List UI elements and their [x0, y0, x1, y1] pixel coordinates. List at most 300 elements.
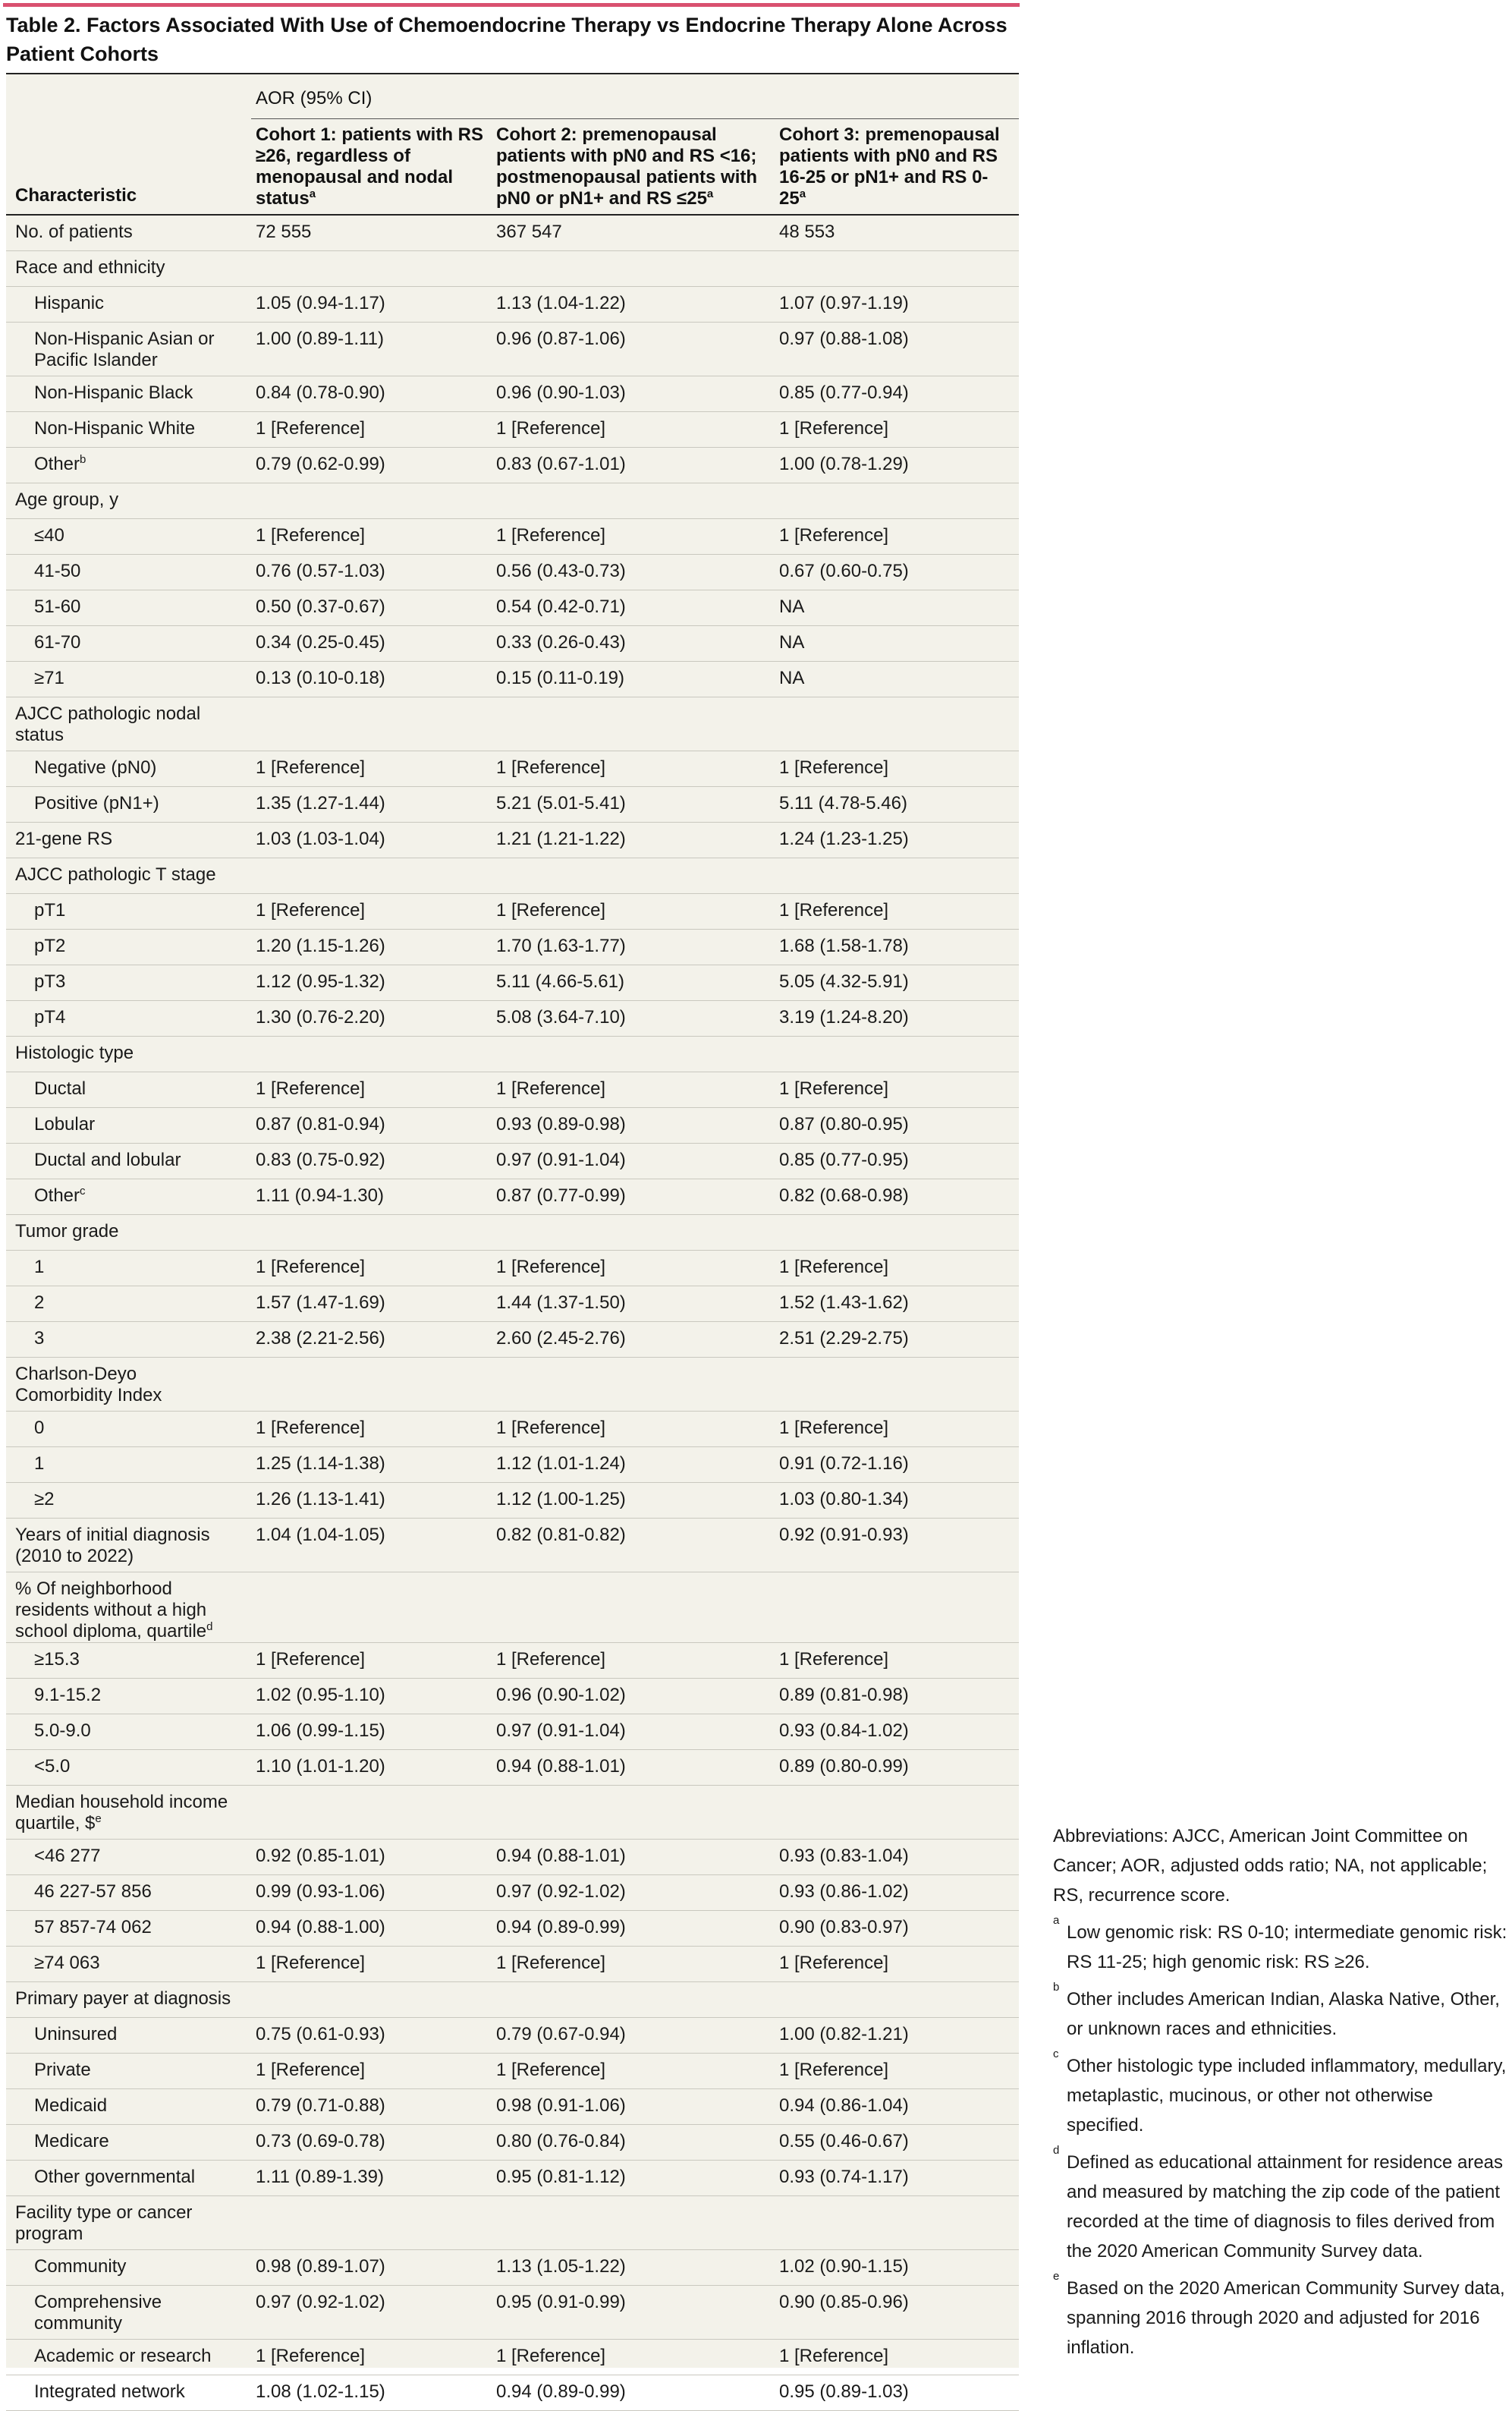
row-label-text: Non-Hispanic White — [34, 418, 196, 439]
row-label-text: AJCC pathologic T stage — [15, 864, 216, 885]
cohort3-value: 0.89 (0.80-0.99) — [779, 1756, 909, 1777]
row-label-text: Race and ethnicity — [15, 257, 165, 278]
row-label-text: pT1 — [34, 900, 66, 921]
table-row — [6, 1072, 1019, 1108]
row-label — [15, 257, 235, 279]
cohort1-value: 1 [Reference] — [256, 418, 366, 439]
cohort3-value: 0.89 (0.81-0.98) — [779, 1685, 909, 1705]
row-label — [15, 489, 235, 511]
cohort3-value: 0.94 (0.86-1.04) — [779, 2095, 909, 2116]
cohort1-value: 0.87 (0.81-0.94) — [256, 1114, 385, 1135]
row-label-text: Medicare — [34, 2131, 109, 2151]
table-row — [6, 1037, 1019, 1072]
footnote — [1053, 1914, 1508, 1977]
cohort1-value: 1.57 (1.47-1.69) — [256, 1292, 385, 1313]
cohort3-value: 2.51 (2.29-2.75) — [779, 1328, 909, 1349]
cohort2-value: 1.12 (1.01-1.24) — [496, 1453, 626, 1474]
footnote — [1053, 2047, 1508, 2140]
footnote — [1053, 1981, 1508, 2044]
cohort1-value: 0.50 (0.37-0.67) — [256, 596, 385, 617]
row-label — [34, 2131, 235, 2152]
aor-header-rule — [251, 118, 1019, 119]
table-notes — [1053, 1821, 1508, 2370]
table-row — [6, 626, 1019, 662]
table-row — [6, 2196, 1019, 2250]
cohort1-value: 2.38 (2.21-2.56) — [256, 1328, 385, 1349]
row-label-text: Non-Hispanic Asian or Pacific Islander — [34, 329, 215, 370]
cohort1-value: 1 [Reference] — [256, 1257, 366, 1277]
cohort3-value: 1.52 (1.43-1.62) — [779, 1292, 909, 1313]
cohort1-value: 1.25 (1.14-1.38) — [256, 1453, 385, 1474]
cohort2-value: 0.95 (0.91-0.99) — [496, 2292, 626, 2312]
footnotes-list — [1053, 1914, 1508, 2362]
row-label-text: ≥2 — [34, 1489, 55, 1509]
row-label-text: Primary payer at diagnosis — [15, 1988, 231, 2009]
row-label-text: <5.0 — [34, 1756, 71, 1777]
table-row — [6, 448, 1019, 483]
footnote-mark: c — [1053, 2047, 1059, 2060]
cohort3-header — [779, 124, 1011, 209]
cohort1-value: 0.99 (0.93-1.06) — [256, 1881, 385, 1902]
row-label-text: % Of neighborhood residents without a high school diploma, quartile — [15, 1578, 207, 1641]
table-row — [6, 2340, 1019, 2375]
data-table — [6, 73, 1019, 2402]
row-label-text: Tumor grade — [15, 1221, 119, 1242]
cohort2-value: 1 [Reference] — [496, 2060, 606, 2080]
table-row — [6, 1982, 1019, 2018]
cohort2-value: 1 [Reference] — [496, 757, 606, 778]
row-label — [34, 1292, 235, 1314]
table-row — [6, 1911, 1019, 1947]
row-label — [34, 1846, 235, 1867]
cohort3-value: 1 [Reference] — [779, 1953, 889, 1973]
table-row — [6, 323, 1019, 376]
row-label-text: Ductal — [34, 1078, 86, 1099]
table-row — [6, 1840, 1019, 1875]
cohort1-value: 1.11 (0.94-1.30) — [256, 1185, 384, 1206]
row-label-text: 3 — [34, 1328, 45, 1349]
table-row — [6, 287, 1019, 323]
cohort3-value: 1 [Reference] — [779, 757, 889, 778]
row-label — [34, 1078, 235, 1100]
cohort1-value: 0.13 (0.10-0.18) — [256, 668, 385, 688]
cohort3-value: 0.55 (0.46-0.67) — [779, 2131, 909, 2151]
cohort2-value: 0.95 (0.81-1.12) — [496, 2167, 626, 2187]
cohort3-value: 0.93 (0.83-1.04) — [779, 1846, 909, 1866]
cohort3-value: 1 [Reference] — [779, 1418, 889, 1438]
cohort1-value: 1.12 (0.95-1.32) — [256, 971, 385, 992]
cohort2-value: 0.96 (0.90-1.02) — [496, 1685, 626, 1705]
cohort1-value: 1.10 (1.01-1.20) — [256, 1756, 385, 1777]
footnote-text: Based on the 2020 American Community Survey data, spanning 2016 through 2020 and adjusted for 2016 inflation. — [1067, 2278, 1505, 2358]
table-row — [6, 1412, 1019, 1447]
cohort3-value: 1 [Reference] — [779, 1649, 889, 1670]
row-label — [15, 1578, 235, 1642]
footnote-mark: e — [1053, 2270, 1060, 2283]
cohort1-value: 0.94 (0.88-1.00) — [256, 1917, 385, 1937]
row-label — [34, 2256, 235, 2277]
table-row — [6, 1572, 1019, 1643]
cohort3-value: 0.93 (0.84-1.02) — [779, 1720, 909, 1741]
footnote-text: Other histologic type included inflammatory, medullary, metaplastic, mucinous, or other not otherwise specified. — [1067, 2056, 1507, 2136]
table-title: Table 2. Factors Associated With Use of Chemoendocrine Therapy vs Endocrine Therapy Alone Across Patient Cohorts — [6, 14, 1007, 65]
cohort1-value: 0.98 (0.89-1.07) — [256, 2256, 385, 2277]
cohort1-value: 1 [Reference] — [256, 757, 366, 778]
table-body — [6, 216, 1019, 2411]
footnote — [1053, 2144, 1508, 2266]
table-row — [6, 1215, 1019, 1251]
row-label-text: <46 277 — [34, 1846, 101, 1866]
cohort2-value: 5.08 (3.64-7.10) — [496, 1007, 626, 1028]
cohort1-value: 1 [Reference] — [256, 525, 366, 546]
cohort3-value: 48 553 — [779, 222, 835, 242]
cohort3-value: 1 [Reference] — [779, 900, 889, 921]
row-label-text: 46 227-57 856 — [34, 1881, 152, 1902]
row-label-text: 9.1-15.2 — [34, 1685, 102, 1705]
cohort1-value: 1.20 (1.15-1.26) — [256, 936, 385, 956]
cohort1-value: 0.34 (0.25-0.45) — [256, 632, 385, 653]
row-label — [15, 1988, 235, 2010]
row-label-text: Median household income quartile, $ — [15, 1792, 228, 1833]
cohort3-value: 0.82 (0.68-0.98) — [779, 1185, 909, 1206]
table-row — [6, 1179, 1019, 1215]
row-label — [34, 1953, 235, 1974]
cohort1-value: 1.05 (0.94-1.17) — [256, 293, 385, 313]
table-row — [6, 2089, 1019, 2125]
cohort3-value: 0.87 (0.80-0.95) — [779, 1114, 909, 1135]
row-label — [15, 222, 235, 243]
cohort2-value: 1 [Reference] — [496, 525, 606, 546]
cohort3-header-text: Cohort 3: premenopausal patients with pN0 and RS 16-25 or pN1+ and RS 0-25 — [779, 124, 1000, 209]
cohort2-value: 0.82 (0.81-0.82) — [496, 1525, 626, 1545]
row-label — [15, 703, 235, 746]
cohort1-value: 1 [Reference] — [256, 1649, 366, 1670]
cohort1-value: 1 [Reference] — [256, 2060, 366, 2080]
row-label — [15, 864, 235, 886]
cohort2-value: 0.87 (0.77-0.99) — [496, 1185, 626, 1206]
row-label — [34, 2060, 235, 2081]
row-label-text: Non-Hispanic Black — [34, 382, 193, 403]
cohort1-value: 1 [Reference] — [256, 1953, 366, 1973]
cohort3-value: 0.90 (0.85-0.96) — [779, 2292, 909, 2312]
cohort1-value: 1.00 (0.89-1.11) — [256, 329, 384, 349]
cohort2-value: 0.94 (0.89-0.99) — [496, 2381, 626, 2402]
table-row — [6, 1750, 1019, 1786]
cohort3-value: 1 [Reference] — [779, 1078, 889, 1099]
table-row — [6, 1786, 1019, 1840]
row-label — [34, 2381, 235, 2403]
row-label — [34, 1257, 235, 1278]
table-row — [6, 1875, 1019, 1911]
cohort2-value: 0.80 (0.76-0.84) — [496, 2131, 626, 2151]
table-row — [6, 555, 1019, 590]
cohort3-value: 0.85 (0.77-0.94) — [779, 382, 909, 403]
footnote-text: Other includes American Indian, Alaska Native, Other, or unknown races and ethnicities. — [1067, 1989, 1500, 2039]
row-label — [34, 2292, 235, 2334]
cohort3-value: 1 [Reference] — [779, 418, 889, 439]
title-accent-bar — [3, 3, 1020, 7]
cohort3-value: 0.92 (0.91-0.93) — [779, 1525, 909, 1545]
row-label-text: pT2 — [34, 936, 66, 956]
row-label-text: ≥15.3 — [34, 1649, 80, 1670]
table-row — [6, 1643, 1019, 1679]
row-label — [34, 1453, 235, 1475]
row-label — [34, 900, 235, 921]
cohort1-footnote-mark: a — [309, 187, 316, 200]
table-row — [6, 823, 1019, 858]
row-label-text: 1 — [34, 1257, 45, 1277]
table-row — [6, 1358, 1019, 1412]
table-row — [6, 2375, 1019, 2411]
row-label — [34, 2095, 235, 2117]
row-label — [34, 1756, 235, 1777]
row-label — [34, 1185, 235, 1207]
cohort3-value: 0.91 (0.72-1.16) — [779, 1453, 909, 1474]
abbreviations-note: Abbreviations: AJCC, American Joint Committee on Cancer; AOR, adjusted odds ratio; NA, not applicable; RS, recurrence score. — [1053, 1826, 1488, 1906]
row-label-text: Ductal and lobular — [34, 1150, 181, 1170]
cohort3-value: 0.93 (0.74-1.17) — [779, 2167, 909, 2187]
row-label — [34, 1649, 235, 1670]
cohort2-value: 0.98 (0.91-1.06) — [496, 2095, 626, 2116]
row-label — [34, 1489, 235, 1510]
cohort2-value: 0.96 (0.90-1.03) — [496, 382, 626, 403]
cohort2-value: 0.94 (0.88-1.01) — [496, 1846, 626, 1866]
cohort2-value: 1 [Reference] — [496, 2346, 606, 2366]
footnote-mark: d — [206, 1620, 213, 1633]
cohort2-value: 1.13 (1.05-1.22) — [496, 2256, 626, 2277]
cohort3-value: NA — [779, 596, 805, 617]
row-label — [34, 757, 235, 779]
table-row — [6, 376, 1019, 412]
cohort3-value: 1.02 (0.90-1.15) — [779, 2256, 909, 2277]
row-label-text: Positive (pN1+) — [34, 793, 159, 814]
cohort1-header-text: Cohort 1: patients with RS ≥26, regardless of menopausal and nodal status — [256, 124, 483, 209]
row-label — [34, 1720, 235, 1742]
cohort2-value: 5.21 (5.01-5.41) — [496, 793, 626, 814]
cohort1-value: 72 555 — [256, 222, 312, 242]
row-label-text: pT3 — [34, 971, 66, 992]
footnote-text: Defined as educational attainment for residence areas and measured by matching the zip code of the patient recorded at the time of diagnosis to files derived from the 2020 American Community Survey data. — [1067, 2152, 1504, 2261]
cohort1-value: 1.26 (1.13-1.41) — [256, 1489, 385, 1509]
footnote-mark: c — [80, 1185, 86, 1198]
cohort2-value: 0.54 (0.42-0.71) — [496, 596, 626, 617]
cohort1-value: 0.73 (0.69-0.78) — [256, 2131, 385, 2151]
row-label-text: pT4 — [34, 1007, 66, 1028]
row-label — [34, 329, 235, 371]
cohort2-value: 0.97 (0.91-1.04) — [496, 1720, 626, 1741]
table-row — [6, 1714, 1019, 1750]
cohort2-value: 1 [Reference] — [496, 418, 606, 439]
cohort1-value: 1.02 (0.95-1.10) — [256, 1685, 385, 1705]
table-row — [6, 930, 1019, 965]
row-label — [15, 829, 235, 850]
row-label — [34, 1917, 235, 1938]
cohort3-value: 5.11 (4.78-5.46) — [779, 793, 907, 814]
cohort1-value: 0.97 (0.92-1.02) — [256, 2292, 385, 2312]
table-row — [6, 1251, 1019, 1286]
footnote-mark: b — [80, 453, 86, 466]
cohort1-header — [256, 124, 487, 209]
cohort2-value: 0.79 (0.67-0.94) — [496, 2024, 626, 2044]
row-label-text: Medicaid — [34, 2095, 108, 2116]
row-label — [34, 1418, 235, 1439]
table-row — [6, 216, 1019, 251]
cohort2-value: 1.13 (1.04-1.22) — [496, 293, 626, 313]
table-row — [6, 2018, 1019, 2054]
row-label-text: 1 — [34, 1453, 45, 1474]
table-row — [6, 2286, 1019, 2340]
row-label — [15, 1525, 235, 1567]
row-label — [34, 793, 235, 814]
row-label — [15, 1364, 235, 1406]
table-row — [6, 1947, 1019, 1982]
table-row — [6, 787, 1019, 823]
cohort1-value: 0.84 (0.78-0.90) — [256, 382, 385, 403]
table-row — [6, 483, 1019, 519]
table-row — [6, 965, 1019, 1001]
row-label — [34, 2346, 235, 2367]
cohort1-value: 1.06 (0.99-1.15) — [256, 1720, 385, 1741]
row-label-text: ≤40 — [34, 525, 64, 546]
cohort3-value: 1.00 (0.82-1.21) — [779, 2024, 909, 2044]
row-label — [34, 1007, 235, 1028]
row-label-text: Community — [34, 2256, 127, 2277]
row-label-text: 57 857-74 062 — [34, 1917, 152, 1937]
table-row — [6, 1679, 1019, 1714]
row-label-text: Negative (pN0) — [34, 757, 157, 778]
table-row — [6, 1483, 1019, 1519]
row-label — [34, 1328, 235, 1349]
cohort2-value: 367 547 — [496, 222, 562, 242]
cohort2-value: 1 [Reference] — [496, 1078, 606, 1099]
aor-header: AOR (95% CI) — [256, 88, 372, 109]
cohort2-value: 1.12 (1.00-1.25) — [496, 1489, 626, 1509]
cohort3-value: 1 [Reference] — [779, 525, 889, 546]
row-label — [34, 293, 235, 314]
row-label-text: 2 — [34, 1292, 45, 1313]
cohort2-value: 0.15 (0.11-0.19) — [496, 668, 624, 688]
table-row — [6, 894, 1019, 930]
table-row — [6, 1447, 1019, 1483]
cohort3-value: 1.00 (0.78-1.29) — [779, 454, 909, 474]
cohort2-header-text: Cohort 2: premenopausal patients with pN0 and RS <16; postmenopausal patients with pN0 or pN1+ and RS ≤25 — [496, 124, 758, 209]
row-label — [34, 936, 235, 957]
row-label-text: No. of patients — [15, 222, 133, 242]
row-label-text: Hispanic — [34, 293, 105, 313]
cohort1-value: 1.35 (1.27-1.44) — [256, 793, 385, 814]
row-label-text: Other — [34, 1185, 80, 1206]
cohort1-value: 0.83 (0.75-0.92) — [256, 1150, 385, 1170]
row-label — [34, 454, 235, 475]
cohort1-value: 1 [Reference] — [256, 1418, 366, 1438]
cohort3-value: NA — [779, 668, 805, 688]
row-label — [34, 2024, 235, 2045]
cohort1-value: 0.79 (0.62-0.99) — [256, 454, 385, 474]
row-label-text: 0 — [34, 1418, 45, 1438]
table-row — [6, 1322, 1019, 1358]
table-row — [6, 2161, 1019, 2196]
cohort3-value: NA — [779, 632, 805, 653]
cohort1-value: 1.30 (0.76-2.20) — [256, 1007, 385, 1028]
row-label-text: Uninsured — [34, 2024, 118, 2044]
row-label-text: Facility type or cancer program — [15, 2202, 193, 2244]
cohort3-value: 0.90 (0.83-0.97) — [779, 1917, 909, 1937]
cohort3-value: 1 [Reference] — [779, 1257, 889, 1277]
table-row — [6, 2250, 1019, 2286]
row-label — [15, 1792, 235, 1834]
cohort3-value: 0.93 (0.86-1.02) — [779, 1881, 909, 1902]
cohort3-value: 0.67 (0.60-0.75) — [779, 561, 909, 581]
row-label — [34, 1881, 235, 1903]
cohort1-value: 1.03 (1.03-1.04) — [256, 829, 385, 849]
row-label-text: Lobular — [34, 1114, 96, 1135]
row-label — [34, 418, 235, 439]
cohort1-value: 1.08 (1.02-1.15) — [256, 2381, 385, 2402]
table-row — [6, 519, 1019, 555]
row-label — [34, 2167, 235, 2188]
table-row — [6, 412, 1019, 448]
cohort3-value: 1 [Reference] — [779, 2060, 889, 2080]
table-row — [6, 2125, 1019, 2161]
cohort2-value: 0.93 (0.89-0.98) — [496, 1114, 626, 1135]
cohort2-value: 1 [Reference] — [496, 1649, 606, 1670]
cohort2-value: 2.60 (2.45-2.76) — [496, 1328, 626, 1349]
cohort2-value: 0.56 (0.43-0.73) — [496, 561, 626, 581]
cohort2-header — [496, 124, 769, 209]
cohort3-footnote-mark: a — [799, 187, 806, 200]
footnote — [1053, 2270, 1508, 2362]
row-label — [15, 1221, 235, 1242]
cohort2-value: 0.97 (0.92-1.02) — [496, 1881, 626, 1902]
footnote-mark: e — [95, 1812, 102, 1825]
cohort3-value: 1.24 (1.23-1.25) — [779, 829, 909, 849]
cohort1-value: 1.04 (1.04-1.05) — [256, 1525, 385, 1545]
footnote-mark: d — [1053, 2144, 1060, 2157]
row-label — [34, 561, 235, 582]
row-label — [34, 1150, 235, 1171]
characteristic-header: Characteristic — [15, 185, 137, 206]
row-label — [34, 1685, 235, 1706]
row-label — [15, 1043, 235, 1064]
cohort3-value: 1.07 (0.97-1.19) — [779, 293, 909, 313]
table-row — [6, 662, 1019, 697]
cohort3-value: 0.85 (0.77-0.95) — [779, 1150, 909, 1170]
cohort2-value: 1.70 (1.63-1.77) — [496, 936, 626, 956]
row-label — [34, 596, 235, 618]
row-label-text: Years of initial diagnosis (2010 to 2022) — [15, 1525, 210, 1566]
footnote-mark: b — [1053, 1981, 1060, 1994]
table-row — [6, 858, 1019, 894]
row-label — [34, 1114, 235, 1135]
cohort2-value: 0.33 (0.26-0.43) — [496, 632, 626, 653]
cohort2-value: 1.44 (1.37-1.50) — [496, 1292, 626, 1313]
cohort2-value: 0.96 (0.87-1.06) — [496, 329, 626, 349]
row-label-text: Other — [34, 454, 80, 474]
row-label-text: Charlson-Deyo Comorbidity Index — [15, 1364, 162, 1405]
cohort2-value: 1 [Reference] — [496, 1953, 606, 1973]
cohort1-value: 1.11 (0.89-1.39) — [256, 2167, 384, 2187]
row-label-text: 61-70 — [34, 632, 81, 653]
row-label — [15, 2202, 235, 2245]
cohort1-value: 0.75 (0.61-0.93) — [256, 2024, 385, 2044]
row-label-text: Academic or research — [34, 2346, 212, 2366]
row-label-text: 21-gene RS — [15, 829, 113, 849]
cohort3-value: 1 [Reference] — [779, 2346, 889, 2366]
table-row — [6, 1519, 1019, 1572]
cohort2-footnote-mark: a — [706, 187, 714, 200]
footnote-mark: a — [1053, 1914, 1060, 1927]
row-label-text: 51-60 — [34, 596, 81, 617]
